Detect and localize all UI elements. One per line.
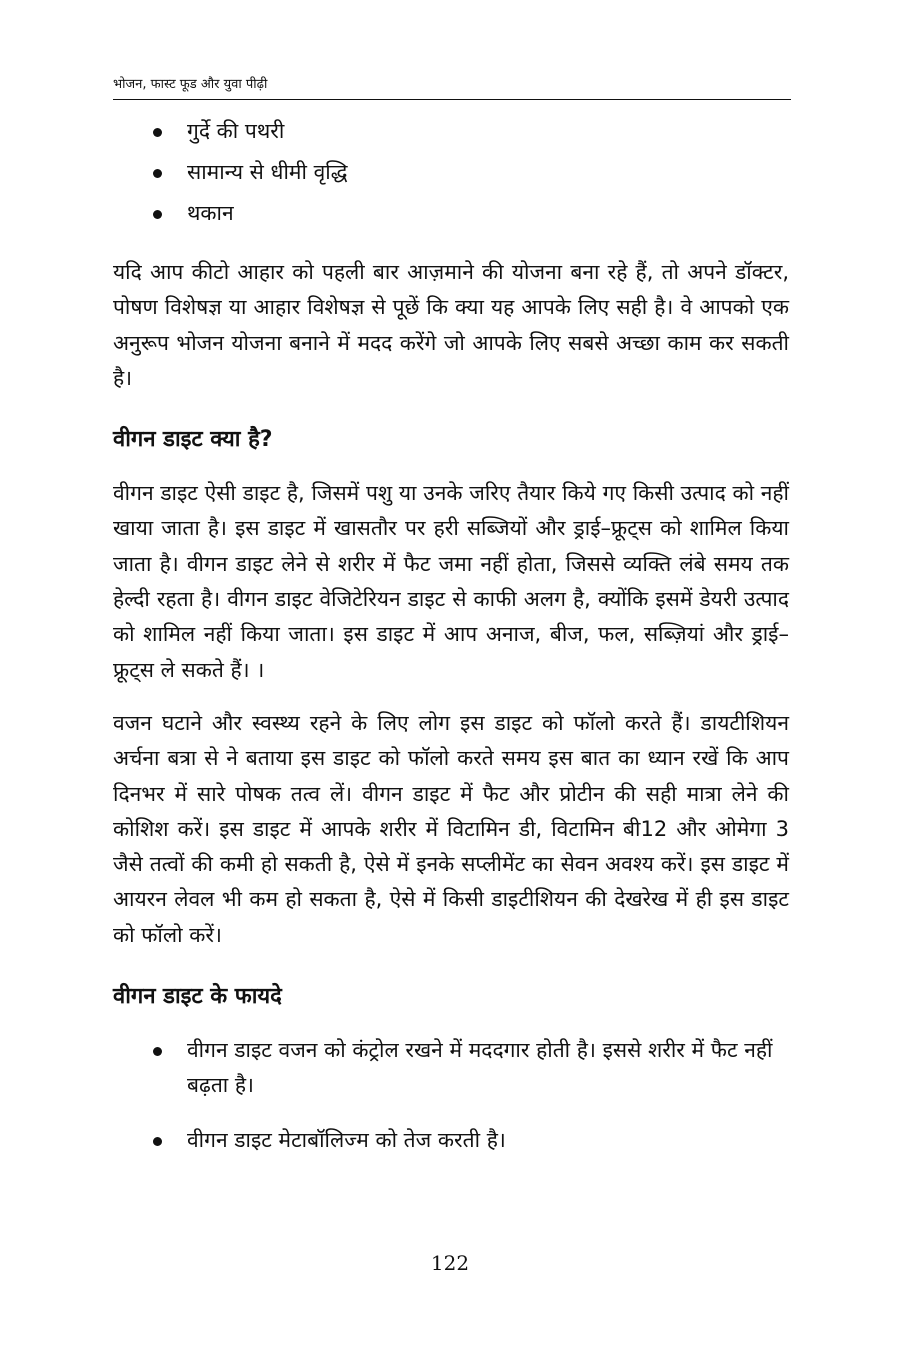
section-heading-vegan: वीगन डाइट क्या है? [113,427,273,453]
list-item: गुर्दे की पथरी [113,114,789,149]
header-rule [113,99,791,100]
list-item: सामान्य से धीमी वृद्धि [113,155,789,190]
benefits-list [113,1033,789,1158]
section-heading-benefits: वीगन डाइट के फायदे [113,984,282,1010]
vegan-paragraph-1: वीगन डाइट ऐसी डाइट है, जिसमें पशु या उनके जरिए तैयार किये गए किसी उत्पाद को नहीं खाया जाता है। इस डाइट में खासतौर पर हरी सब्जियों और ड्राई–फ्रूट्स को शामिल किया जाता है। वीगन डाइट लेने से शरीर में फैट जमा नहीं होता, जिससे व्यक्ति लंबे समय तक हेल्दी रहता है। वीगन डाइट वेजिटेरियन डाइट से काफी अलग है, क्योंकि इसमें डेयरी उत्पाद को शामिल नहीं किया जाता। इस डाइट में आप अनाज, बीज, फल, सब्ज़ियां और ड्राई–फ्रूट्स ले सकते हैं। । [113,481,789,682]
page-number: 122 [430,1251,470,1275]
keto-paragraph: यदि आप कीटो आहार को पहली बार आज़माने की योजना बना रहे हैं, तो अपने डॉक्टर, पोषण विशेषज्ञ या आहार विशेषज्ञ से पूछें कि क्या यह आपके लिए सही है। वे आपको एक अनुरूप भोजन योजना बनाने में मदद करेंगे जो आपके लिए सबसे अच्छा काम कर सकती है। [113,260,789,390]
page-content [113,114,789,1178]
running-header: भोजन, फास्ट फूड और युवा पीढ़ी [113,77,268,92]
list-item: थकान [113,196,789,231]
vegan-paragraph-2: वजन घटाने और स्वस्थ्य रहने के लिए लोग इस डाइट को फॉलो करते हैं। डायटीशियन अर्चना बत्रा से ने बताया इस डाइट को फॉलो करते समय इस बात का ध्यान रखें कि आप दिनभर में सारे पोषक तत्व लें। वीगन डाइट में फैट और प्रोटीन की सही मात्रा लेने की कोशिश करें। इस डाइट में आपके शरीर में विटामिन डी, विटामिन बी12 और ओमेगा 3 जैसे तत्वों की कमी हो सकती है, ऐसे में इनके सप्लीमेंट का सेवन अवश्य करें। इस डाइट में आयरन लेवल भी कम हो सकता है, ऐसे में किसी डाइटीशियन की देखरेख में ही इस डाइट को फॉलो करें। [113,710,789,947]
list-item: वीगन डाइट मेटाबॉलिज्म को तेज करती है। [113,1123,789,1158]
symptom-list [113,114,789,231]
list-item: वीगन डाइट वजन को कंट्रोल रखने में मददगार होती है। इससे शरीर में फैट नहीं बढ़ता है। [113,1033,789,1103]
